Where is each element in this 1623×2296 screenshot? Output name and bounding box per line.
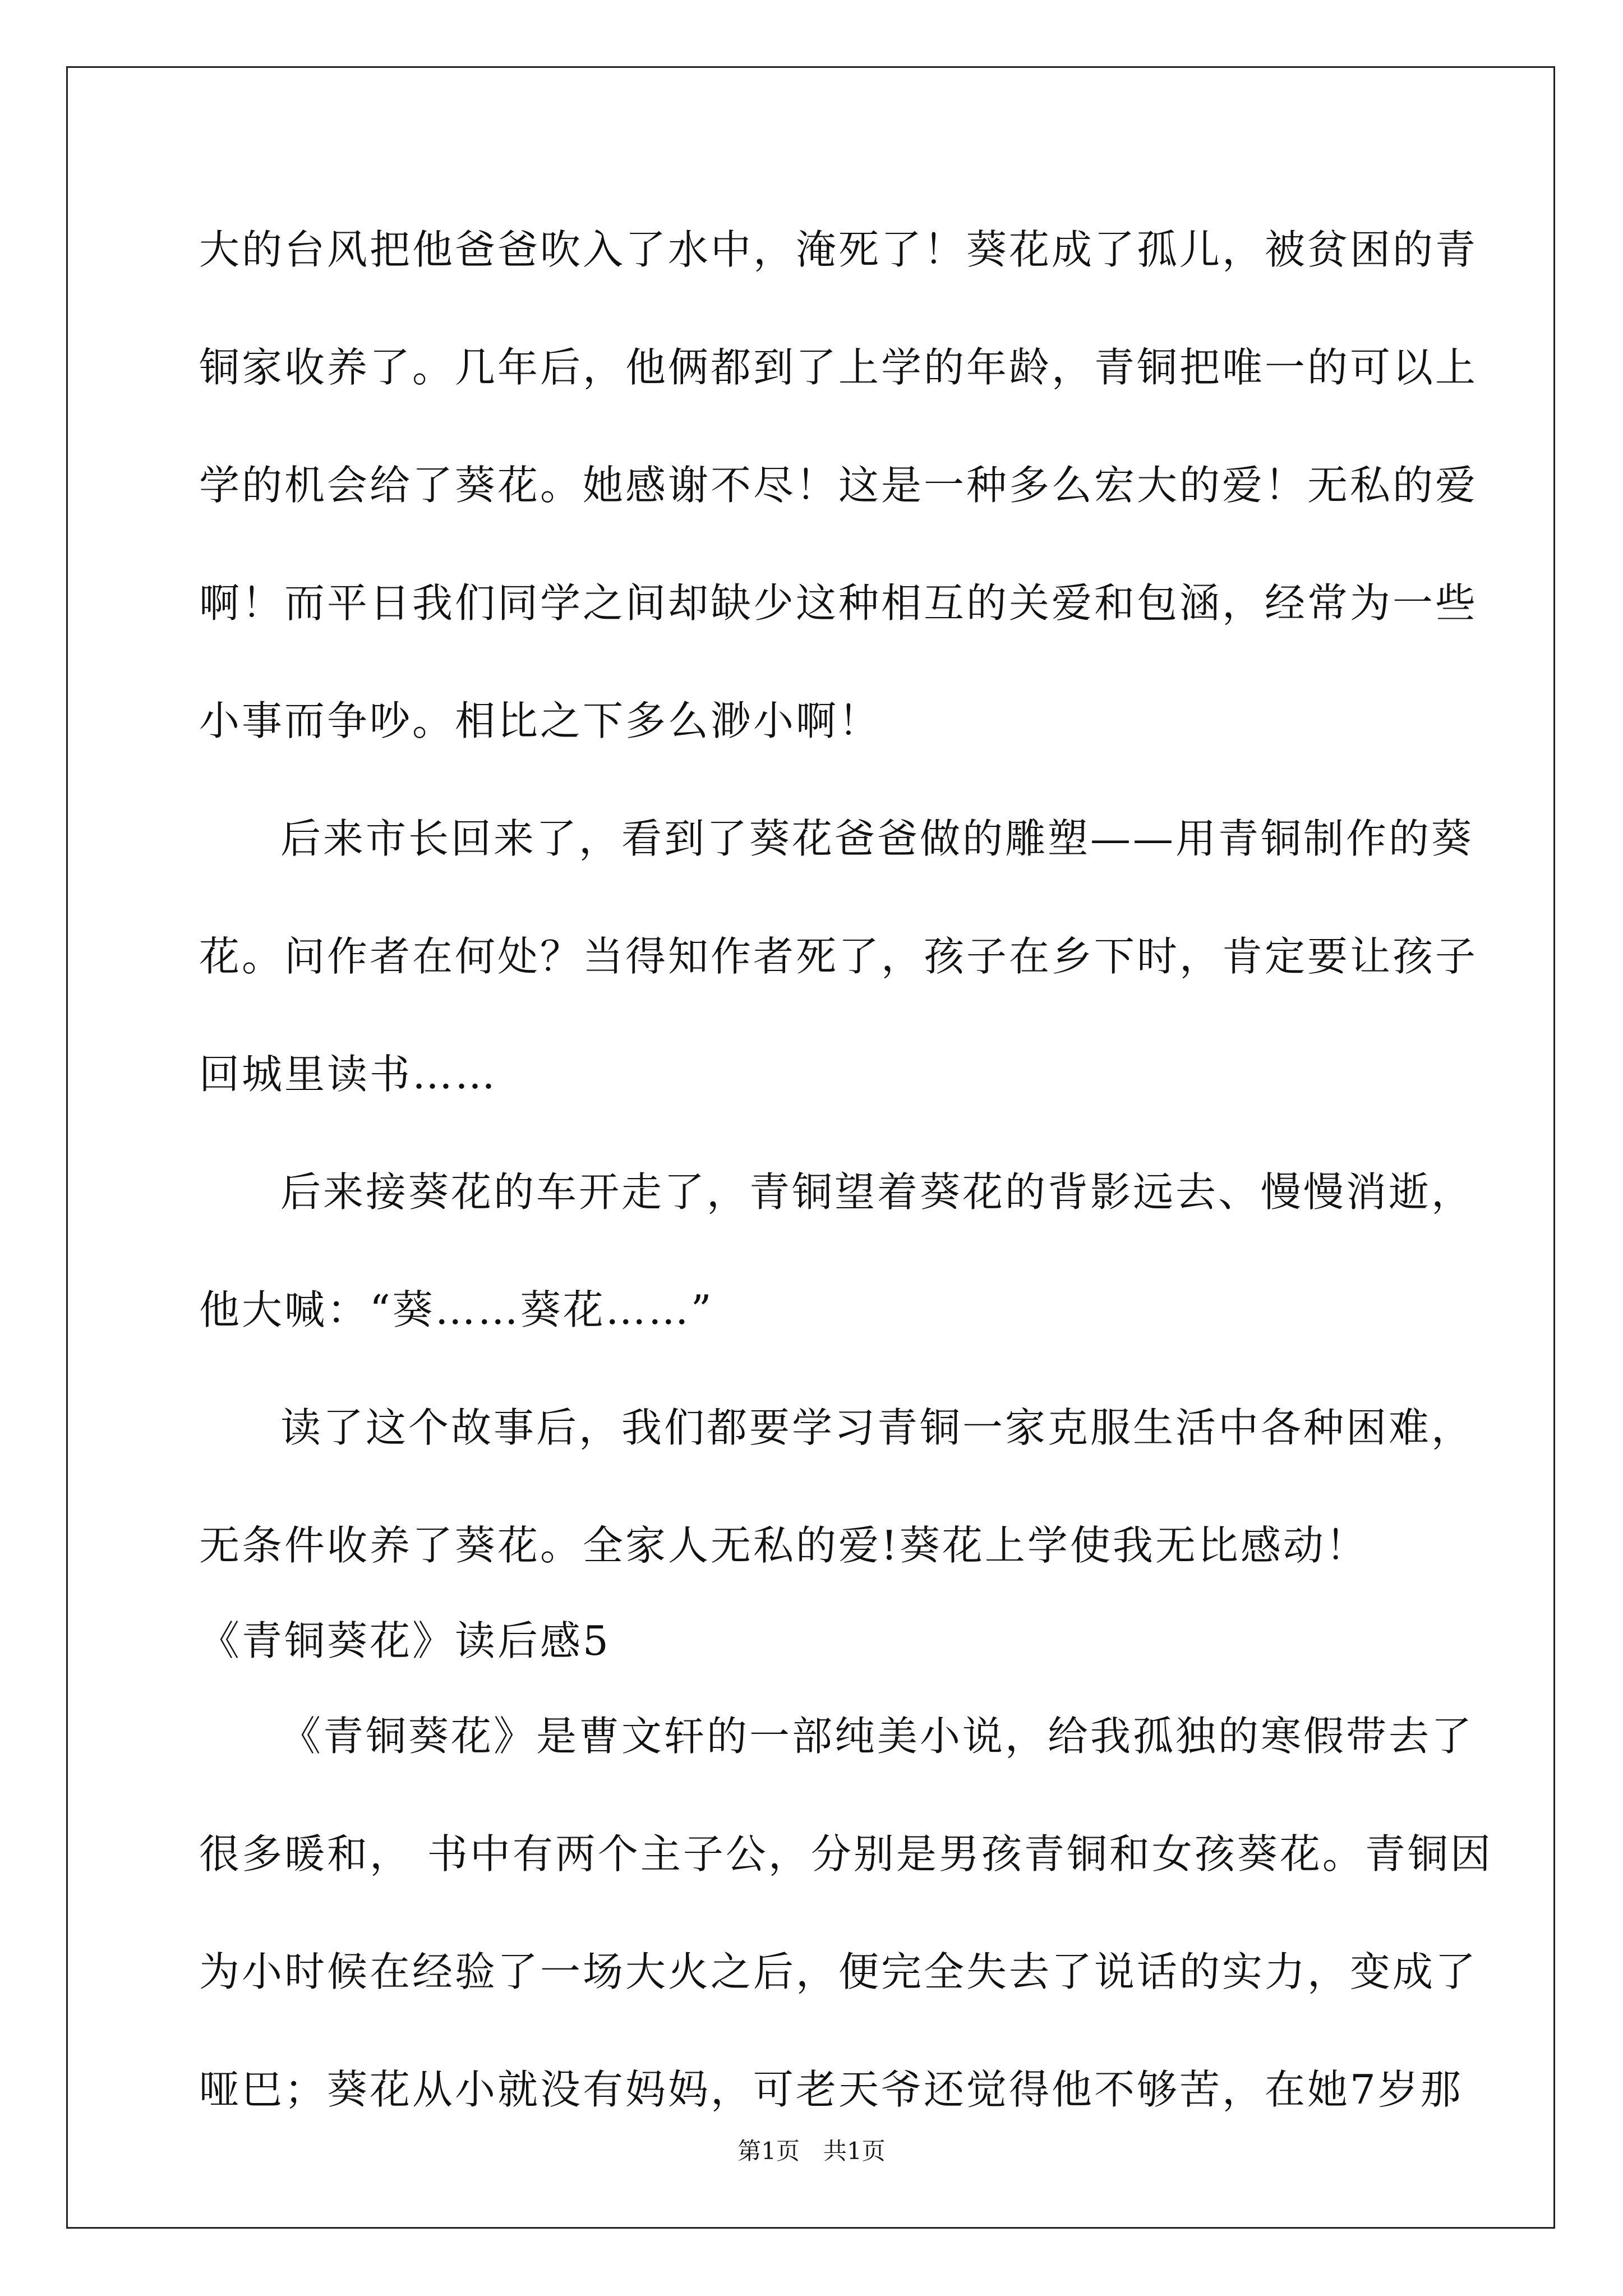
text-line-10: 他大喊：“葵……葵花……” [199, 1286, 714, 1333]
text-line-11: 读了这个故事后，我们都要学习青铜一家克服生活中各种困难， [280, 1404, 1474, 1451]
text-line-3: 学的机会给了葵花。她感谢不尽！这是一种多么宏大的爱！无私的爱 [199, 462, 1478, 509]
text-line-14: 《青铜葵花》是曹文轩的一部纯美小说，给我孤独的寒假带去了 [280, 1713, 1474, 1760]
text-line-5: 小事而争吵。相比之下多么渺小啊！ [199, 697, 882, 744]
text-line-4: 啊！而平日我们同学之间却缺少这种相互的关爱和包涵，经常为一些 [199, 579, 1478, 627]
text-line-17: 哑巴；葵花从小就没有妈妈，可老天爷还觉得他不够苦，在她7岁那 [199, 2066, 1463, 2113]
text-line-16: 为小时候在经验了一场大火之后，便完全失去了说话的实力，变成了 [199, 1948, 1478, 1995]
text-line-1: 大的台风把他爸爸吹入了水中，淹死了！葵花成了孤儿，被贫困的青 [199, 226, 1478, 273]
text-line-8: 回城里读书…… [199, 1051, 498, 1098]
text-line-9: 后来接葵花的车开走了，青铜望着葵花的背影远去、慢慢消逝， [280, 1168, 1474, 1216]
text-line-7: 花。问作者在何处？当得知作者死了，孩子在乡下时，肯定要让孩子 [199, 933, 1478, 980]
text-line-12: 无条件收养了葵花。全家人无私的爱!葵花上学使我无比感动！ [199, 1522, 1368, 1569]
section-heading: 《青铜葵花》读后感5 [199, 1617, 611, 1664]
text-line-15: 很多暖和， 书中有两个主子公，分别是男孩青铜和女孩葵花。青铜因 [199, 1830, 1493, 1878]
page-footer: 第1页 共1页 [737, 2137, 886, 2165]
text-line-6: 后来市长回来了，看到了葵花爸爸做的雕塑——用青铜制作的葵 [280, 815, 1474, 862]
text-line-2: 铜家收养了。几年后，他俩都到了上学的年龄，青铜把唯一的可以上 [199, 344, 1478, 391]
